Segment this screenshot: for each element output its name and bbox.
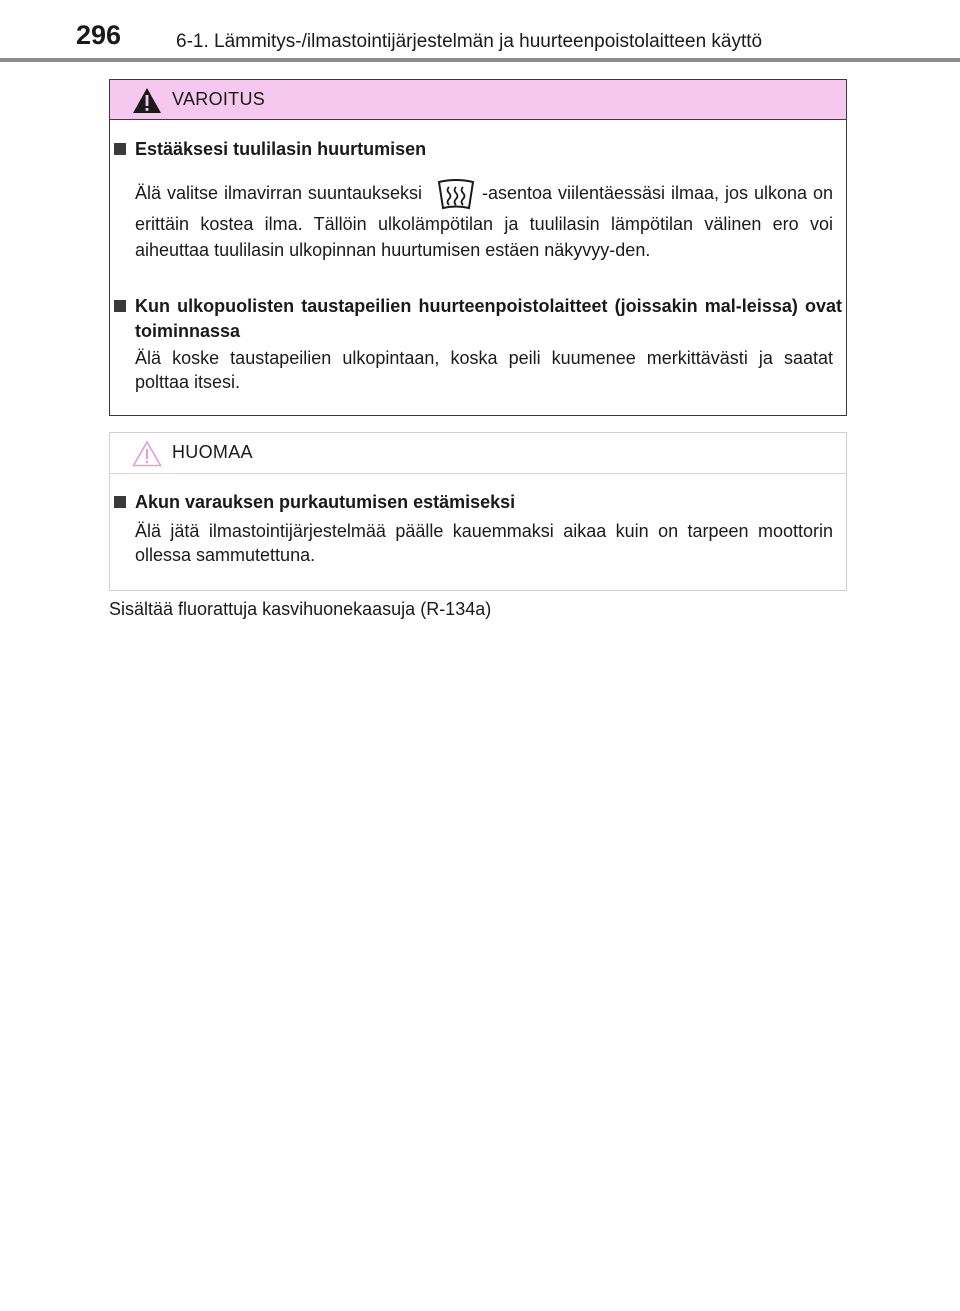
notice-box-header [110,433,846,474]
page-number: 296 [76,20,122,50]
refrigerant-note: Sisältää fluorattuja kasvihuonekaasuja (R-134a) [109,599,492,619]
warning-box-header [110,80,846,120]
page-header [0,0,960,62]
windshield-defrost-icon [436,179,476,211]
chapter-title: 6-1. Lämmitys-/ilmastointijärjestelmän ja huurteenpoistolaitteen käyttö [176,31,763,52]
warning-section-text: Älä valitse ilmavirran suuntaukseksi -asentoa viilentäessäsi ilmaa, jos ulkona on erittäin kostea ilma. Tällöin ulkolämpötilan ja tuulilasin lämpötilan välinen ero voi aiheuttaa tuulilasin ulkopinnan huurtumisen estäen näkyvyy-den. [135,179,833,263]
warning-triangle-icon [132,87,162,114]
warning-section-text: Älä koske taustapeilien ulkopintaan, koska peili kuumenee merkittävästi ja saatat polttaa itsesi. [135,348,833,392]
warning-section-heading: Estääksesi tuulilasin huurtumisen [114,137,842,162]
square-bullet-icon [114,496,126,508]
square-bullet-icon [114,143,126,155]
notice-label: HUOMAA [172,442,253,462]
warning-box [109,79,847,416]
header-divider [0,58,960,62]
warning-section-heading: Kun ulkopuolisten taustapeilien huurteenpoistolaitteet (joissakin mal-leissa) ovat toiminnassa [114,294,842,344]
caution-triangle-icon [132,440,162,467]
square-bullet-icon [114,300,126,312]
warning-label: VAROITUS [172,89,266,109]
notice-section-heading: Akun varauksen purkautumisen estämiseksi [114,490,842,515]
notice-section-text: Älä jätä ilmastointijärjestelmää päälle kauemmaksi aikaa kuin on tarpeen moottorin ollessa sammutettuna. [135,521,833,565]
notice-box [109,432,847,591]
